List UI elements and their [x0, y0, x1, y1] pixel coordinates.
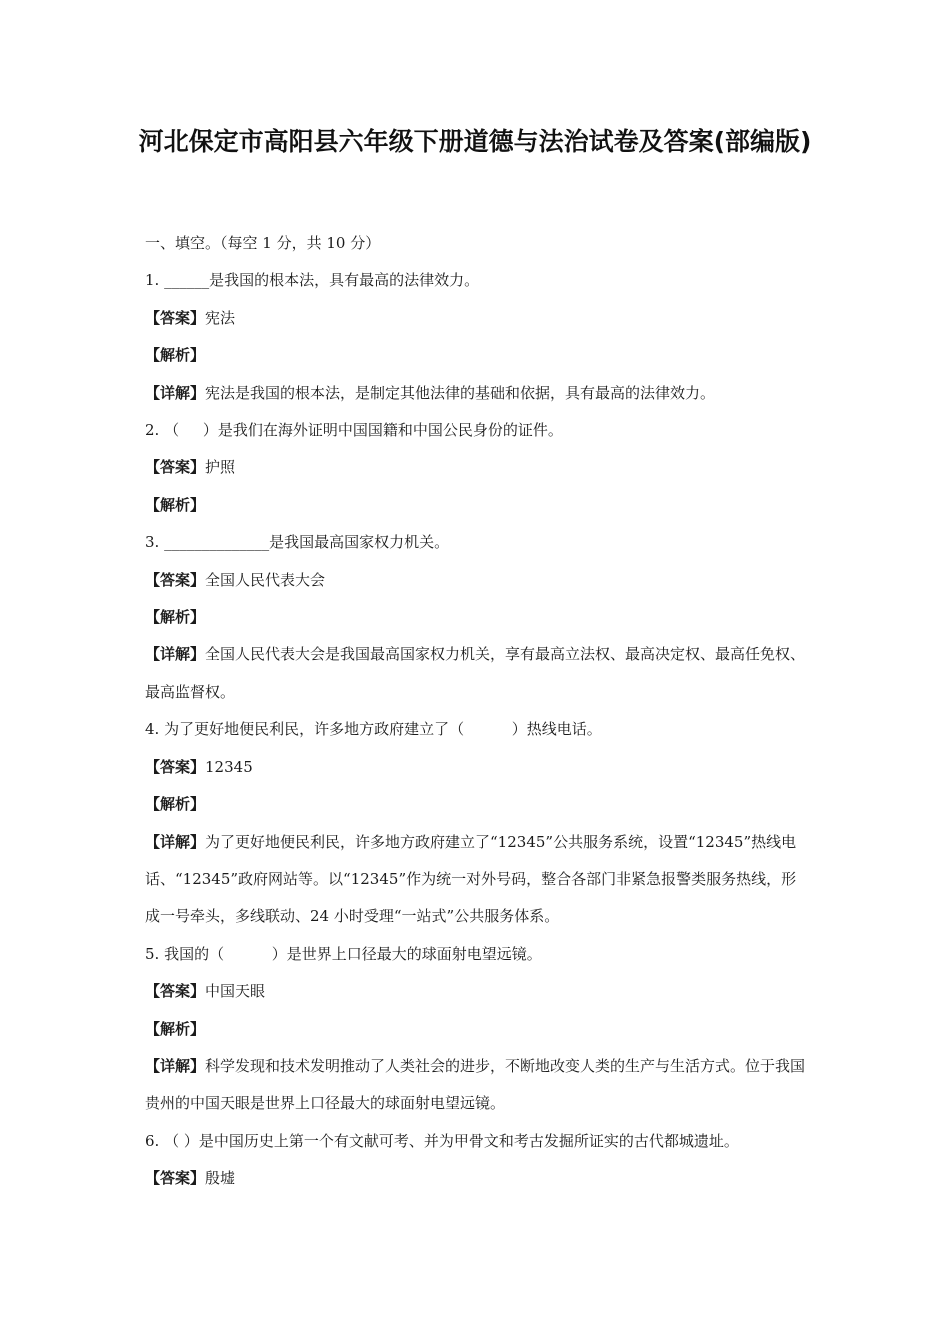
- question-2-answer: [145, 449, 810, 486]
- answer-label: 【答案】: [145, 982, 206, 1001]
- question-6-stem: 6. （ ）是中国历史上第一个有文献可考、并为甲骨文和考古发掘所证实的古代都城遗址。: [145, 1131, 739, 1150]
- section-heading: 一、填空。（每空 1 分，共 10 分）: [145, 234, 381, 252]
- document-title: 河北保定市高阳县六年级下册道德与法治试卷及答案(部编版): [138, 127, 812, 156]
- question-1-stem: 1. ______是我国的根本法，具有最高的法律效力。: [145, 271, 480, 290]
- answer-label: 【答案】: [145, 757, 206, 776]
- answer-text: 12345: [205, 757, 253, 776]
- question-5-analysis: [145, 1011, 810, 1048]
- analysis-label: 【解析】: [145, 1019, 206, 1038]
- analysis-label: 【解析】: [145, 795, 206, 814]
- detail-text: 科学发现和技术发明推动了人类社会的进步，不断地改变人类的生产与生活方式。位于我国贵州的中国天眼是世界上口径最大的球面射电望远镜。: [145, 1056, 806, 1113]
- detail-text: 为了更好地便民利民，许多地方政府建立了“12345”公共服务系统，设置“12345”热线电话、“12345”政府网站等。以“12345”作为统一对外号码，整合各部门非紧急报警类服务热线，形成一号牵头，多线联动、24 小时受理“一站式”公共服务体系。: [145, 832, 797, 926]
- question-3-answer: [145, 562, 810, 599]
- document-body: [145, 225, 810, 1198]
- answer-text: 护照: [205, 458, 236, 477]
- question-5-detail: [145, 1048, 810, 1123]
- question-3-analysis: [145, 599, 810, 636]
- detail-text: 宪法是我国的根本法，是制定其他法律的基础和依据，具有最高的法律效力。: [205, 383, 716, 402]
- detail-label: 【详解】: [145, 832, 206, 851]
- answer-text: 全国人民代表大会: [205, 570, 326, 589]
- question-4-stem: 4. 为了更好地便民利民，许多地方政府建立了（ ）热线电话。: [145, 720, 602, 739]
- answer-text: 宪法: [205, 308, 236, 327]
- answer-label: 【答案】: [145, 1169, 206, 1188]
- analysis-label: 【解析】: [145, 608, 206, 627]
- question-4-detail: [145, 824, 810, 936]
- answer-label: 【答案】: [145, 308, 206, 327]
- detail-text: 全国人民代表大会是我国最高国家权力机关，享有最高立法权、最高决定权、最高任免权、最高监督权。: [145, 645, 806, 701]
- answer-text: 殷墟: [205, 1169, 236, 1188]
- question-1-answer: [145, 300, 810, 337]
- answer-label: 【答案】: [145, 570, 206, 589]
- question-1-detail: [145, 375, 810, 412]
- question-5-answer: [145, 973, 810, 1010]
- answer-label: 【答案】: [145, 458, 206, 477]
- question-4-analysis: [145, 786, 810, 823]
- detail-label: 【详解】: [145, 645, 206, 664]
- question-2-analysis: [145, 487, 810, 524]
- question-2-stem: 2. （ ）是我们在海外证明中国国籍和中国公民身份的证件。: [145, 421, 563, 440]
- detail-label: 【详解】: [145, 383, 206, 402]
- question-4-answer: [145, 749, 810, 786]
- analysis-label: 【解析】: [145, 495, 206, 514]
- analysis-label: 【解析】: [145, 346, 206, 365]
- question-3-detail: [145, 636, 810, 711]
- question-6-answer: [145, 1160, 810, 1197]
- question-1-analysis: [145, 337, 810, 374]
- question-5-stem: 5. 我国的（ ）是世界上口径最大的球面射电望远镜。: [145, 944, 542, 963]
- detail-label: 【详解】: [145, 1056, 206, 1075]
- answer-text: 中国天眼: [205, 982, 266, 1001]
- question-3-stem: 3. ______________是我国最高国家权力机关。: [145, 533, 450, 552]
